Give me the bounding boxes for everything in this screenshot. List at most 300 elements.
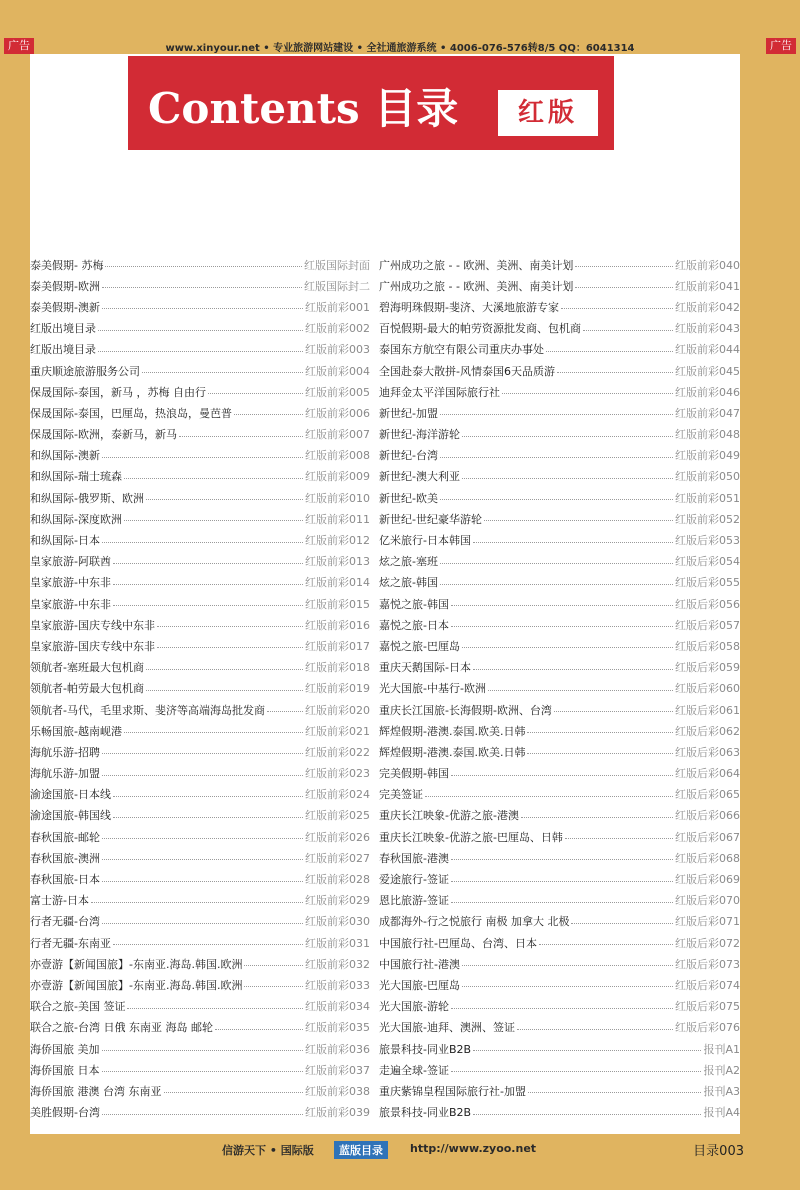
dot-leader [124,732,303,733]
toc-entry-page: 红版前彩019 [305,682,370,696]
toc-entry[interactable] [379,1102,740,1123]
toc-entry[interactable] [30,974,370,995]
toc-entry[interactable] [30,1080,370,1101]
toc-entry-title: 和纵国际-澳新 [30,449,100,463]
dot-leader [565,838,673,839]
toc-entry[interactable] [379,805,740,826]
banner-title: Contents 目录 [148,84,459,133]
toc-entry-title: 嘉悦之旅-日本 [379,618,449,632]
toc-entry-title: 光大国旅-迪拜、澳洲、签证 [379,1021,515,1035]
toc-entry-title: 亦壹游【新闻国旅】-东南亚.海岛.韩国.欧洲 [30,957,243,971]
dot-leader [440,457,673,458]
toc-entry-title: 完美签证 [379,788,423,802]
toc-entry[interactable] [379,254,740,275]
toc-entry[interactable] [379,847,740,868]
toc-entry-page: 红版后彩062 [675,724,740,738]
toc-entry-page: 红版后彩072 [675,936,740,950]
dot-leader [462,986,673,987]
toc-entry-title: 炫之旅-韩国 [379,576,438,590]
dot-leader [102,1114,303,1115]
toc-entry-title: 保晟国际-泰国，新马 ，苏梅 自由行 [30,385,206,399]
toc-entry-title: 恩比旅游-签证 [379,894,449,908]
toc-entry-page: 红版后彩058 [675,639,740,653]
toc-entry-title: 联合之旅-美国 签证 [30,1000,126,1014]
toc-entry[interactable] [30,953,370,974]
toc-entry-title: 爱途旅行-签证 [379,873,449,887]
toc-entry-title: 新世纪-台湾 [379,449,438,463]
toc-entry[interactable] [379,339,740,360]
toc-entry-page: 红版后彩063 [675,745,740,759]
toc-entry-page: 红版前彩008 [305,449,370,463]
toc-entry[interactable] [30,741,370,762]
toc-entry[interactable] [30,381,370,402]
toc-entry-page: 红版后彩070 [675,894,740,908]
toc-entry[interactable] [30,996,370,1017]
toc-entry-page: 红版后彩055 [675,576,740,590]
toc-entry-page: 红版前彩014 [305,576,370,590]
toc-entry-page: 红版前彩009 [305,470,370,484]
footer-brand: 信游天下 • 国际版 [222,1144,314,1157]
toc-entry-page: 红版后彩065 [675,788,740,802]
toc-entry-page: 红版前彩005 [305,385,370,399]
toc-entry-page: 红版前彩017 [305,639,370,653]
toc-entry[interactable] [30,254,370,275]
dot-leader [102,457,303,458]
toc-entry-page: 红版前彩020 [305,703,370,717]
dot-leader [539,944,673,945]
dot-leader [440,499,673,500]
toc-entry-page: 红版后彩068 [675,851,740,865]
toc-entry-title: 百悦假期-最大的帕劳资源批发商、包机商 [379,322,581,336]
toc-entry-page: 红版前彩040 [675,258,740,272]
dot-leader [462,965,673,966]
toc-entry-title: 富士游-日本 [30,894,89,908]
dot-leader [124,478,303,479]
toc-entry[interactable] [379,1038,740,1059]
toc-entry-title: 领航者-塞班最大包机商 [30,661,144,675]
toc-entry[interactable] [30,360,370,381]
toc-right-column [379,254,740,1123]
dot-leader [571,923,673,924]
toc-entry[interactable] [379,529,740,550]
dot-leader [102,775,303,776]
toc-entry-page: 红版前彩030 [305,915,370,929]
toc-entry-page: 红版前彩034 [305,1000,370,1014]
toc-entry[interactable] [379,868,740,889]
toc-entry-title: 重庆顺途旅游服务公司 [30,364,140,378]
toc-entry-title: 春秋国旅-澳洲 [30,851,100,865]
dot-leader [102,923,303,924]
toc-entry[interactable] [30,868,370,889]
toc-entry-page: 红版前彩043 [675,322,740,336]
toc-entry-title: 领航者-帕劳最大包机商 [30,682,144,696]
toc-entry-page: 红版前彩033 [305,978,370,992]
toc-entry-title: 重庆长江国旅-长海假期-欧洲、台湾 [379,703,552,717]
toc-entry-page: 报刊A4 [703,1106,740,1120]
toc-entry-page: 红版前彩042 [675,300,740,314]
toc-entry[interactable] [379,381,740,402]
dot-leader [440,414,673,415]
dot-leader [102,308,303,309]
dot-leader [127,1008,303,1009]
toc-entry-title: 红版出境目录 [30,322,96,336]
toc-entry-title: 乐畅国旅-越南岘港 [30,724,122,738]
toc-entry[interactable] [379,699,740,720]
toc-entry-title: 辉煌假期-港澳.泰国.欧美.日韩 [379,724,526,738]
toc-entry[interactable] [30,551,370,572]
dot-leader [244,986,303,987]
toc-entry[interactable] [379,826,740,847]
toc-entry[interactable] [30,805,370,826]
footer-url[interactable]: http://www.zyoo.net [410,1142,537,1155]
toc-entry-page: 红版前彩006 [305,406,370,420]
dot-leader [102,287,302,288]
toc-entry-title: 走遍全球-签证 [379,1063,449,1077]
toc-entry-title: 皇家旅游-中东非 [30,597,111,611]
dot-leader [146,669,303,670]
toc-entry-page: 红版前彩028 [305,873,370,887]
dot-leader [146,499,303,500]
toc-entry-title: 广州成功之旅 - - 欧洲、美洲、南美计划 [379,279,574,293]
dot-leader [527,732,673,733]
toc-entry-page: 红版后彩071 [675,915,740,929]
toc-entry[interactable] [379,572,740,593]
dot-leader [484,520,673,521]
toc-entry-page: 报刊A2 [703,1063,740,1077]
toc-entry[interactable] [379,974,740,995]
dot-leader [113,817,303,818]
toc-entry[interactable] [30,296,370,317]
toc-entry[interactable] [379,275,740,296]
toc-entry[interactable] [30,826,370,847]
toc-entry-title: 新世纪-海洋游轮 [379,428,460,442]
toc-entry-page: 红版前彩004 [305,364,370,378]
frame-right [740,0,800,1190]
ad-badge-right: 广告 [766,38,796,54]
toc-entry[interactable] [379,1059,740,1080]
toc-entry-page: 红版后彩076 [675,1021,740,1035]
dot-leader [146,690,303,691]
toc-entry[interactable] [379,593,740,614]
dot-leader [561,308,673,309]
dot-leader [102,881,303,882]
page-number: 目录003 [693,1144,744,1159]
dot-leader [425,796,673,797]
toc-entry-title: 重庆长江映象-优游之旅-港澳 [379,809,519,823]
toc-entry[interactable] [379,296,740,317]
toc-entry-page: 红版前彩022 [305,745,370,759]
toc-entry[interactable] [30,508,370,529]
dot-leader [451,859,673,860]
toc-entry[interactable] [30,763,370,784]
toc-entry-page: 红版前彩029 [305,894,370,908]
toc-entry-page: 红版前彩025 [305,809,370,823]
dot-leader [98,351,303,352]
toc-entry[interactable] [379,445,740,466]
toc-entry-page: 红版后彩059 [675,661,740,675]
dot-leader [473,669,673,670]
toc-entry-title: 海航乐游-加盟 [30,767,100,781]
toc-entry-page: 报刊A3 [703,1084,740,1098]
toc-entry-title: 中国旅行社-港澳 [379,957,460,971]
toc-entry[interactable] [379,360,740,381]
dot-leader [215,1029,303,1030]
toc-entry[interactable] [379,1017,740,1038]
dot-leader [462,647,673,648]
toc-entry-page: 红版后彩066 [675,809,740,823]
toc-entry-title: 广州成功之旅 - - 欧洲、美洲、南美计划 [379,258,574,272]
dot-leader [451,1071,701,1072]
toc-entry-page: 红版后彩069 [675,873,740,887]
toc-entry[interactable] [30,593,370,614]
toc-entry-page: 红版前彩050 [675,470,740,484]
toc-entry-title: 成都海外-行之悦旅行 南极 加拿大 北极 [379,915,570,929]
toc-entry[interactable] [30,424,370,445]
toc-entry-page: 红版后彩053 [675,534,740,548]
toc-entry-title: 联合之旅-台湾 日俄 东南亚 海岛 邮轮 [30,1021,213,1035]
dot-leader [105,266,302,267]
toc-entry-page: 红版前彩011 [305,512,370,526]
toc-entry[interactable] [30,529,370,550]
toc-entry-title: 完美假期-韩国 [379,767,449,781]
toc-entry[interactable] [30,318,370,339]
toc-entry[interactable] [30,445,370,466]
dot-leader [473,1114,701,1115]
toc-entry[interactable] [379,551,740,572]
toc-entry[interactable] [30,1102,370,1123]
toc-entry-title: 行者无疆-台湾 [30,915,100,929]
dot-leader [102,753,303,754]
toc-entry-title: 光大国旅-游轮 [379,1000,449,1014]
dot-leader [440,563,673,564]
toc-entry-page: 红版前彩001 [305,300,370,314]
toc-entry-page: 红版国际封面 [304,258,370,272]
toc-entry[interactable] [30,720,370,741]
toc-entry[interactable] [30,657,370,678]
toc-entry[interactable] [379,657,740,678]
toc-entry[interactable] [30,487,370,508]
toc-entry-title: 和纵国际-日本 [30,534,100,548]
toc-entry-title: 领航者-马代，毛里求斯、斐济等高端海岛批发商 [30,703,265,717]
toc-entry-title: 和纵国际-瑞士琉森 [30,470,122,484]
toc-entry-title: 泰美假期-澳新 [30,300,100,314]
banner-tag: 红版 [498,90,598,136]
dot-leader [124,520,303,521]
toc-entry-page: 红版前彩015 [305,597,370,611]
toc-entry-title: 春秋国旅-邮轮 [30,830,100,844]
toc-entry[interactable] [379,1080,740,1101]
toc-entry-title: 中国旅行社-巴厘岛、台湾、日本 [379,936,537,950]
toc-entry[interactable] [30,847,370,868]
toc-entry[interactable] [379,890,740,911]
toc-entry-page: 红版前彩023 [305,767,370,781]
toc-entry[interactable] [379,614,740,635]
toc-entry-page: 红版后彩060 [675,682,740,696]
dot-leader [179,436,303,437]
toc-entry[interactable] [30,1017,370,1038]
toc-entry-page: 红版前彩041 [675,279,740,293]
dot-leader [575,287,673,288]
toc-entry[interactable] [379,720,740,741]
toc-entry[interactable] [30,339,370,360]
toc-entry-title: 重庆天鹅国际-日本 [379,661,471,675]
dot-leader [517,1029,673,1030]
toc-entry-page: 红版后彩067 [675,830,740,844]
toc-entry-page: 红版前彩044 [675,343,740,357]
toc-entry-page: 红版后彩056 [675,597,740,611]
toc-entry[interactable] [379,508,740,529]
toc-entry-title: 美胜假期-台湾 [30,1106,100,1120]
toc-entry-page: 红版前彩021 [305,724,370,738]
toc-entry[interactable] [30,932,370,953]
toc-entry-title: 海侨国旅 美加 [30,1042,100,1056]
dot-leader [267,711,303,712]
toc-entry[interactable] [379,402,740,423]
dot-leader [113,563,303,564]
toc-entry-title: 光大国旅-中基行-欧洲 [379,682,486,696]
toc-entry-page: 红版前彩018 [305,661,370,675]
toc-entry[interactable] [30,466,370,487]
dot-leader [102,1071,304,1072]
toc-entry-page: 红版前彩048 [675,428,740,442]
toc-entry-title: 亿米旅行-日本韩国 [379,534,471,548]
dot-leader [583,330,673,331]
toc-entry-title: 行者无疆-东南亚 [30,936,111,950]
toc-entry-page: 红版前彩026 [305,830,370,844]
toc-entry-title: 新世纪-欧美 [379,491,438,505]
toc-entry[interactable] [30,699,370,720]
footer [0,1140,800,1160]
toc-entry-title: 全国赴泰大散拼-风情泰国6天品质游 [379,364,555,378]
toc-entry[interactable] [379,635,740,656]
toc-entry[interactable] [379,466,740,487]
toc-entry-page: 红版前彩010 [305,491,370,505]
toc-entry-title: 保晟国际-欧洲，泰新马，新马 [30,428,177,442]
toc-entry[interactable] [30,911,370,932]
toc-entry-title: 和纵国际-俄罗斯、欧洲 [30,491,144,505]
toc-entry[interactable] [30,678,370,699]
toc-entry-page: 红版前彩049 [675,449,740,463]
dot-leader [502,393,673,394]
dot-leader [113,796,303,797]
toc-entry-title: 炫之旅-塞班 [379,555,438,569]
dot-leader [102,838,303,839]
dot-leader [164,1092,304,1093]
toc-entry-title: 旅景科技-同业B2B [379,1106,472,1120]
toc-entry[interactable] [379,911,740,932]
toc-entry[interactable] [30,275,370,296]
toc-entry-title: 海侨国旅 港澳 台湾 东南亚 [30,1084,162,1098]
dot-leader [142,372,303,373]
toc-entry[interactable] [379,953,740,974]
toc-entry-title: 新世纪-澳大利亚 [379,470,460,484]
ad-badge-left: 广告 [4,38,34,54]
dot-leader [244,965,303,966]
toc-entry[interactable] [30,890,370,911]
toc-entry[interactable] [30,402,370,423]
toc-entry-page: 红版前彩052 [675,512,740,526]
toc-entry[interactable] [379,763,740,784]
toc-entry-page: 红版前彩012 [305,534,370,548]
toc-entry-title: 嘉悦之旅-巴厘岛 [379,639,460,653]
toc-entry-page: 红版前彩032 [305,957,370,971]
toc-entry-page: 红版前彩036 [305,1042,370,1056]
dot-leader [473,542,673,543]
toc-entry-page: 红版前彩003 [305,343,370,357]
toc-entry-page: 红版后彩075 [675,1000,740,1014]
toc-entry-title: 迪拜金太平洋国际旅行社 [379,385,500,399]
toc-entry[interactable] [379,487,740,508]
toc-entry[interactable] [379,424,740,445]
toc-entry[interactable] [30,1038,370,1059]
toc-entry-title: 海侨国旅 日本 [30,1063,100,1077]
toc-entry[interactable] [30,1059,370,1080]
toc-entry[interactable] [379,932,740,953]
toc-entry-page: 红版前彩037 [305,1063,370,1077]
toc-entry-page: 红版前彩002 [305,322,370,336]
toc-entry-page: 报刊A1 [703,1042,740,1056]
toc-entry-page: 红版前彩038 [305,1084,370,1098]
toc-entry-title: 皇家旅游-国庆专线中东非 [30,618,155,632]
toc-entry-title: 嘉悦之旅-韩国 [379,597,449,611]
toc-entry[interactable] [379,996,740,1017]
toc-entry-title: 春秋国旅-港澳 [379,851,449,865]
toc-entry-page: 红版前彩045 [675,364,740,378]
toc-entry-page: 红版前彩035 [305,1021,370,1035]
dot-leader [113,605,303,606]
toc-entry-title: 重庆紫锦皇程国际旅行社-加盟 [379,1084,526,1098]
toc-entry-page: 红版国际封二 [304,279,370,293]
toc-entry[interactable] [30,614,370,635]
toc-entry-title: 亦壹游【新闻国旅】-东南亚.海岛.韩国.欧洲 [30,978,243,992]
toc-entry-page: 红版后彩064 [675,767,740,781]
dot-leader [451,626,673,627]
toc-entry-page: 红版前彩007 [305,428,370,442]
toc-entry-page: 红版后彩054 [675,555,740,569]
dot-leader [462,436,673,437]
dot-leader [102,542,303,543]
toc-entry[interactable] [379,678,740,699]
dot-leader [113,944,303,945]
toc-entry-title: 皇家旅游-国庆专线中东非 [30,639,155,653]
toc-entry-title: 和纵国际-深度欧洲 [30,512,122,526]
toc-entry[interactable] [30,572,370,593]
dot-leader [113,584,303,585]
toc-entry-title: 辉煌假期-港澳.泰国.欧美.日韩 [379,745,526,759]
toc-entry[interactable] [30,784,370,805]
dot-leader [157,626,303,627]
toc-entry-title: 新世纪-加盟 [379,406,438,420]
contents-banner [128,56,614,150]
dot-leader [102,1050,304,1051]
dot-leader [98,330,303,331]
toc-entry-title: 皇家旅游-阿联酋 [30,555,111,569]
toc-entry[interactable] [30,635,370,656]
dot-leader [528,1092,702,1093]
toc-entry-page: 红版前彩031 [305,936,370,950]
dot-leader [546,351,673,352]
toc-entry[interactable] [379,318,740,339]
toc-entry[interactable] [379,741,740,762]
dot-leader [473,1050,701,1051]
toc-entry-page: 红版后彩073 [675,957,740,971]
header-info-line: www.xinyour.net • 专业旅游网站建设 • 全社通旅游系统 • 4006-076-576转8/5 QQ：6041314 [165,43,635,54]
toc-entry-title: 渝途国旅-日本线 [30,788,111,802]
toc-entry-title: 皇家旅游-中东非 [30,576,111,590]
toc-entry-page: 红版后彩061 [675,703,740,717]
toc-entry[interactable] [379,784,740,805]
toc-entry-page: 红版前彩013 [305,555,370,569]
